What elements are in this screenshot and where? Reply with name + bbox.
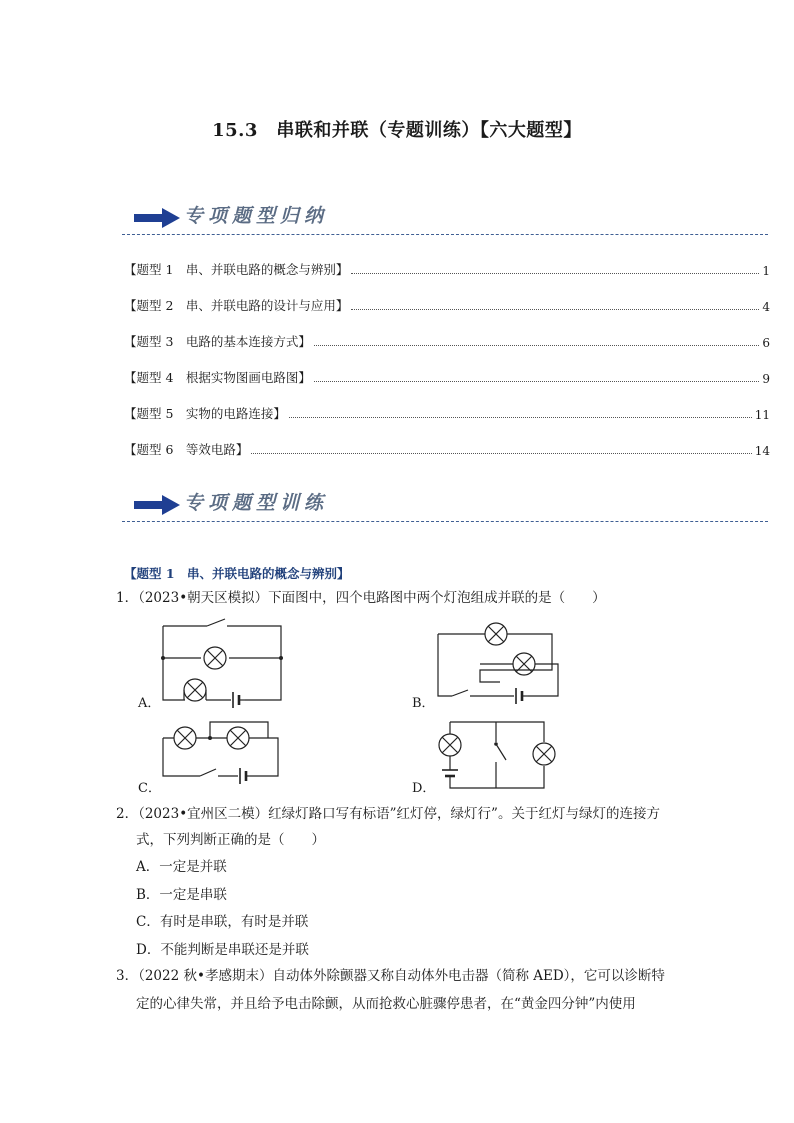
question-3-stem-line1: 3．（2022 秋•孝感期末）自动体外除颤器又称自动体外电击器（简称 AED），它可以诊断特 — [116, 968, 665, 984]
banner-title: 专项题型训练 — [184, 492, 329, 514]
toc-page: 14 — [754, 444, 770, 458]
circuit-diagram-c — [158, 718, 293, 792]
toc-page: 6 — [762, 336, 770, 350]
circuit-diagram-b — [430, 620, 565, 710]
banner-divider — [122, 234, 768, 235]
toc-item-4[interactable] — [124, 366, 770, 386]
option-c-label: C． — [138, 781, 161, 796]
toc-page: 4 — [762, 300, 770, 314]
question-3-stem-line2: 定的心律失常，并且给予电击除颤，从而抢救心脏骤停患者，在“黄金四分钟”内使用 — [136, 996, 636, 1012]
option-b-label: B． — [412, 696, 435, 711]
question-2-stem-line2: 式，下列判断正确的是（ ） — [136, 832, 325, 848]
question-2-stem-line1: 2．（2023•宜州区二模）红绿灯路口写有标语”红灯停，绿灯行”。关于红灯与绿灯的连接方 — [116, 806, 660, 822]
circuit-diagram-d — [432, 714, 562, 794]
toc-item-3[interactable] — [124, 330, 770, 350]
banner-title: 专项题型归纳 — [184, 205, 329, 227]
question-2-option-b[interactable]: B．一定是串联 — [136, 887, 227, 903]
section-banner-summary — [122, 200, 768, 238]
toc-page: 1 — [762, 264, 770, 278]
question-2-option-a[interactable]: A．一定是并联 — [136, 859, 227, 875]
arrow-icon — [134, 208, 180, 228]
option-a-label: A． — [138, 696, 161, 711]
toc-item-5[interactable] — [124, 402, 770, 422]
toc-leader — [351, 309, 759, 310]
section-banner-training — [122, 487, 768, 525]
toc-label: 【题型 2 串、并联电路的设计与应用】 — [124, 298, 349, 313]
toc-label: 【题型 5 实物的电路连接】 — [124, 406, 286, 421]
toc-label: 【题型 1 串、并联电路的概念与辨别】 — [124, 262, 349, 277]
toc-leader — [289, 417, 752, 418]
toc-leader — [351, 273, 759, 274]
arrow-icon — [134, 495, 180, 515]
question-1-stem: 1．（2023•朝天区模拟）下面图中，四个电路图中两个灯泡组成并联的是（ ） — [116, 590, 606, 606]
option-d-label: D． — [412, 781, 436, 796]
toc-item-6[interactable] — [124, 438, 770, 458]
toc-item-1[interactable] — [124, 258, 770, 278]
banner-divider — [122, 521, 768, 522]
question-2-option-c[interactable]: C．有时是串联，有时是并联 — [136, 914, 309, 930]
circuit-diagram-a — [155, 616, 290, 708]
page-title: 15.3 串联和并联（专题训练）【六大题型】 — [212, 120, 582, 141]
question-type-heading: 【题型 1 串、并联电路的概念与辨别】 — [124, 566, 350, 581]
toc-page: 9 — [762, 372, 770, 386]
toc-label: 【题型 4 根据实物图画电路图】 — [124, 370, 311, 385]
toc-item-2[interactable] — [124, 294, 770, 314]
question-2-option-d[interactable]: D．不能判断是串联还是并联 — [136, 942, 309, 958]
toc-label: 【题型 3 电路的基本连接方式】 — [124, 334, 311, 349]
toc-leader — [314, 345, 759, 346]
toc-label: 【题型 6 等效电路】 — [124, 442, 249, 457]
toc-leader — [314, 381, 759, 382]
toc-page: 11 — [754, 408, 770, 422]
toc-leader — [251, 453, 751, 454]
